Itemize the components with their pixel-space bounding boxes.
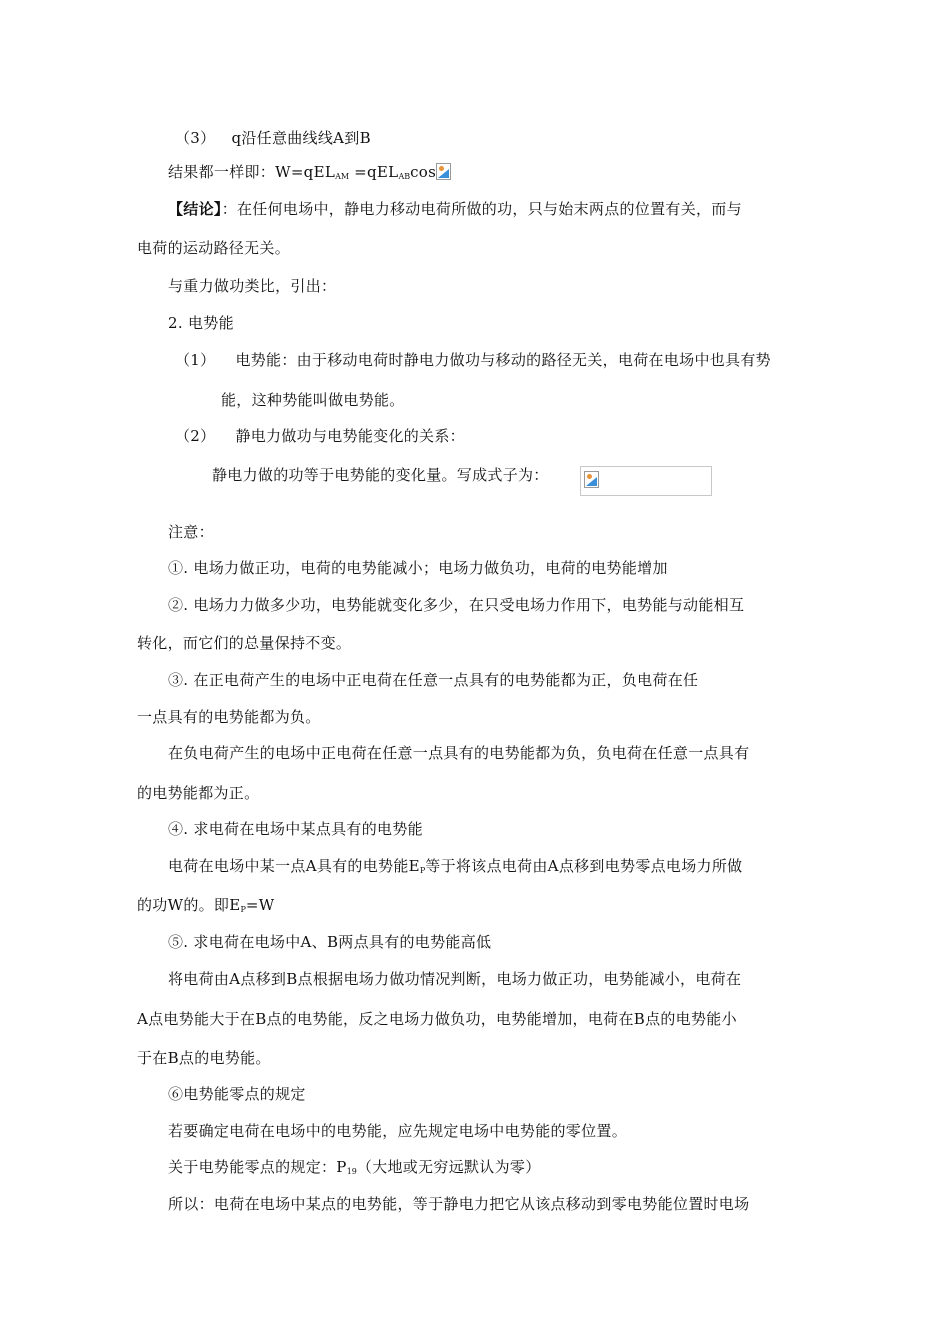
item-3-line (175, 128, 371, 148)
formula-prefix: 结果都一样即：W=qEL (168, 163, 336, 181)
note-6: ⑥电势能零点的规定 (168, 1085, 306, 1103)
detail-cont-b: =W (245, 896, 275, 914)
item-2-text: 静电力做功与电势能变化的关系： (235, 427, 465, 445)
item-1-continued: 能，这种势能叫做电势能。 (221, 391, 405, 409)
detail-part-a: 电荷在电场中某一点A具有的电势能E (168, 857, 420, 875)
item-1-line (175, 350, 771, 370)
ep-subscript: P (419, 866, 426, 875)
note-3: ③. 在正电荷产生的电场中正电荷在任意一点具有的电势能都为正，负电荷在任 (168, 671, 699, 689)
item-1-text: 电势能：由于移动电荷时静电力做功与移动的路径无关，电荷在电场中也具有势 (235, 351, 771, 369)
note-4-detail (168, 856, 742, 881)
note-5-detail: 将电荷由A点移到B点根据电场力做功情况判断，电场力做正功，电势能减小，电荷在 (168, 970, 742, 988)
result-formula-line (168, 162, 451, 187)
image-placeholder-icon (436, 163, 451, 180)
conclusion-line (168, 199, 742, 219)
conclusion-label: 【结论】 (168, 200, 222, 218)
formula-image-box (580, 466, 712, 496)
rule-part-b: （大地或无穷远默认为零） (356, 1158, 541, 1176)
note-2-continued: 转化，而它们的总量保持不变。 (137, 634, 352, 652)
formula-cos: cos (410, 163, 437, 181)
note-4-detail-continued (137, 895, 274, 920)
conclusion-continued: 电荷的运动路径无关。 (137, 239, 291, 257)
ep-subscript: P (240, 905, 246, 914)
detail-part-b: 等于将该点电荷由A点移到电势零点电场力所做 (425, 857, 743, 875)
detail-cont-a: 的功W的。即E (137, 896, 241, 914)
note-3-negative-continued: 的电势能都为正。 (137, 784, 260, 802)
item-3-number: （3） (175, 129, 216, 147)
note-5-detail-line3: 于在B点的电势能。 (137, 1049, 271, 1067)
image-placeholder-icon (584, 471, 599, 488)
note-3-negative-charge: 在负电荷产生的电场中正电荷在任意一点具有的电势能都为负，负电荷在任意一点具有 (168, 744, 750, 762)
rule-part-a: 关于电势能零点的规定：P (168, 1158, 347, 1176)
note-4: ④. 求电荷在电场中某点具有的电势能 (168, 820, 423, 838)
conclusion-text: ：在任何电场中，静电力移动电荷所做的功，只与始末两点的位置有关，而与 (221, 200, 742, 218)
item-2-line (175, 426, 465, 446)
note-heading: 注意： (168, 523, 214, 541)
page-ref-subscript: 19 (346, 1167, 357, 1176)
note-5-detail-line2: A点电势能大于在B点的电势能，反之电场力做负功，电势能增加，电荷在B点的电势能小 (137, 1010, 737, 1028)
analogy-line: 与重力做功类比，引出： (168, 277, 337, 295)
note-2: ②. 电场力力做多少功，电势能就变化多少，在只受电场力作用下，电势能与动能相互 (168, 596, 745, 614)
item-3-text: q沿任意曲线线A到B (231, 129, 371, 147)
note-6-detail: 若要确定电荷在电场中的电势能，应先规定电场中电势能的零位置。 (168, 1122, 628, 1140)
work-energy-relation: 静电力做的功等于电势能的变化量。写成式子为： (212, 466, 549, 484)
item-2-number: （2） (175, 427, 216, 445)
formula-mid: =qEL (349, 163, 399, 181)
note-3-continued: 一点具有的电势能都为负。 (137, 708, 321, 726)
note-5: ⑤. 求电荷在电场中A、B两点具有的电势能高低 (168, 933, 492, 951)
section-2-heading: 2. 电势能 (168, 314, 234, 332)
item-1-number: （1） (175, 351, 216, 369)
therefore-line: 所以：电荷在电场中某点的电势能，等于静电力把它从该点移动到零电势能位置时电场 (168, 1195, 750, 1213)
note-1: ①. 电场力做正功，电荷的电势能减小；电场力做负功，电荷的电势能增加 (168, 559, 668, 577)
formula-subscript-ab: AB (398, 172, 411, 181)
zero-point-rule (168, 1157, 541, 1182)
formula-subscript-am: AM (335, 172, 350, 181)
